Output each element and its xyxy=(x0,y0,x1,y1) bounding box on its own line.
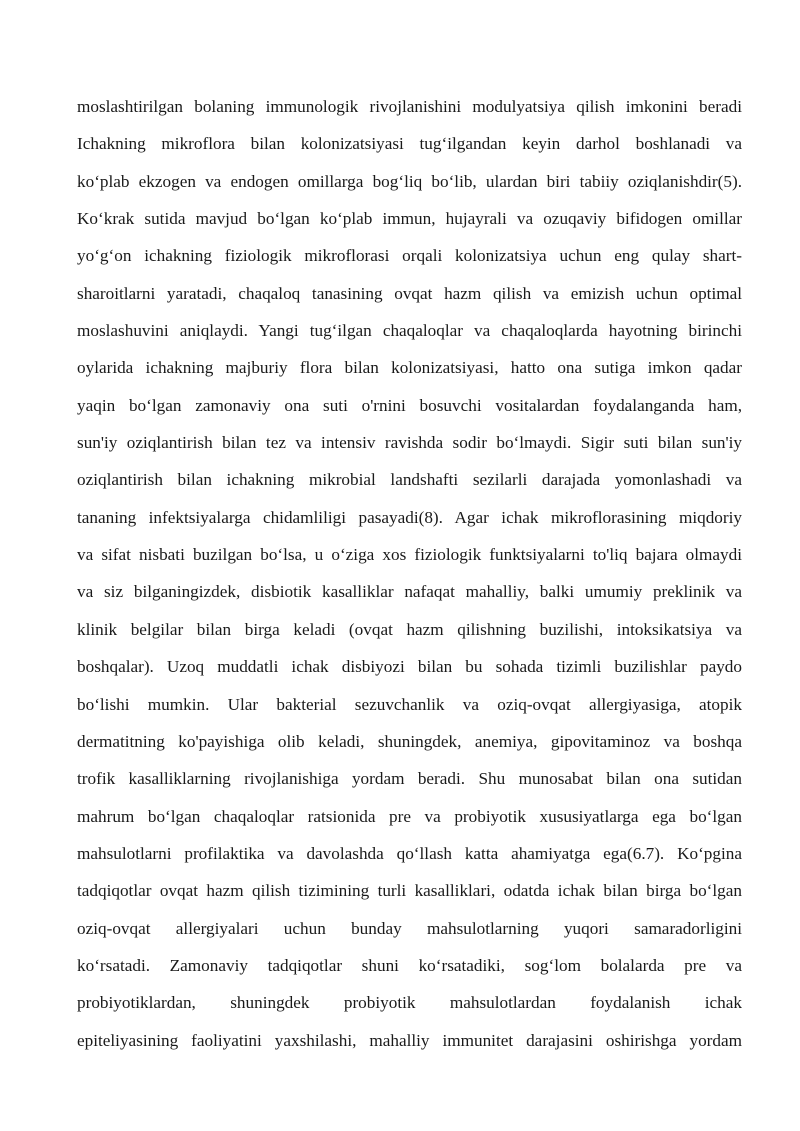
text-line: epiteliyasining faoliyatini yaxshilashi, mahalliy immunitet darajasini oshirishga yordam xyxy=(77,1030,742,1050)
text-line: va sifat nisbati buzilgan bo‘lsa, u o‘ziga xos fiziologik funktsiyalarni to'liq bajara olmaydi xyxy=(77,545,742,565)
text-line: dermatitning ko'payishiga olib keladi, shuningdek, anemiya, gipovitaminoz va boshqa xyxy=(77,731,742,751)
text-line: boshqalar). Uzoq muddatli ichak disbiyozi bilan bu sohada tizimli buzilishlar paydo xyxy=(77,657,742,677)
text-line: mahrum bo‘lgan chaqaloqlar ratsionida pre va probiyotik xususiyatlarga ega bo‘lgan xyxy=(77,806,742,826)
text-line: va siz bilganingizdek, disbiotik kasalliklar nafaqat mahalliy, balki umumiy preklinik va xyxy=(77,582,742,602)
text-line: klinik belgilar bilan birga keladi (ovqat hazm qilishning buzilishi, intoksikatsiya va xyxy=(77,619,742,639)
text-line: tananing infektsiyalarga chidamliligi pasayadi(8). Agar ichak mikroflorasining miqdoriy xyxy=(77,507,742,527)
text-line: trofik kasalliklarning rivojlanishiga yordam beradi. Shu munosabat bilan ona sutidan xyxy=(77,769,742,789)
text-line: tadqiqotlar ovqat hazm qilish tizimining turli kasalliklari, odatda ichak bilan birga bo‘lgan xyxy=(77,881,742,901)
body-text xyxy=(77,88,742,1059)
text-line: Ichakning mikroflora bilan kolonizatsiyasi tug‘ilgandan keyin darhol boshlanadi va xyxy=(77,134,742,154)
text-line: sharoitlarni yaratadi, chaqaloq tanasining ovqat hazm qilish va emizish uchun optimal xyxy=(77,283,742,303)
text-line: moslashuvini aniqlaydi. Yangi tug‘ilgan chaqaloqlar va chaqaloqlarda hayotning birinchi xyxy=(77,321,742,341)
text-line: oylarida ichakning majburiy flora bilan kolonizatsiyasi, hatto ona sutiga imkon qadar xyxy=(77,358,742,378)
text-line: yaqin bo‘lgan zamonaviy ona suti o'rnini bosuvchi vositalardan foydalanganda ham, xyxy=(77,395,742,415)
text-line: sun'iy oziqlantirish bilan tez va intensiv ravishda sodir bo‘lmaydi. Sigir suti bilan sun'iy xyxy=(77,433,742,453)
text-line: Ko‘krak sutida mavjud bo‘lgan ko‘plab immun, hujayrali va ozuqaviy bifidogen omillar xyxy=(77,209,742,229)
text-line: yo‘g‘on ichakning fiziologik mikroflorasi orqali kolonizatsiya uchun eng qulay shart- xyxy=(77,246,742,266)
text-line: oziqlantirish bilan ichakning mikrobial landshafti sezilarli darajada yomonlashadi va xyxy=(77,470,742,490)
text-line: moslashtirilgan bolaning immunologik rivojlanishini modulyatsiya qilish imkonini beradi xyxy=(77,97,742,116)
text-line: ko‘plab ekzogen va endogen omillarga bog‘liq bo‘lib, ulardan biri tabiiy oziqlanishdir(5). xyxy=(77,171,742,191)
text-line: mahsulotlarni profilaktika va davolashda qo‘llash katta ahamiyatga ega(6.7). Ko‘pgina xyxy=(77,843,742,863)
text-line: ko‘rsatadi. Zamonaviy tadqiqotlar shuni ko‘rsatadiki, sog‘lom bolalarda pre va xyxy=(77,955,742,975)
text-line: bo‘lishi mumkin. Ular bakterial sezuvchanlik va oziq-ovqat allergiyasiga, atopik xyxy=(77,694,742,714)
text-line: probiyotiklardan, shuningdek probiyotik mahsulotlardan foydalanish ichak xyxy=(77,993,742,1013)
text-line: oziq-ovqat allergiyalari uchun bunday mahsulotlarning yuqori samaradorligini xyxy=(77,918,742,938)
